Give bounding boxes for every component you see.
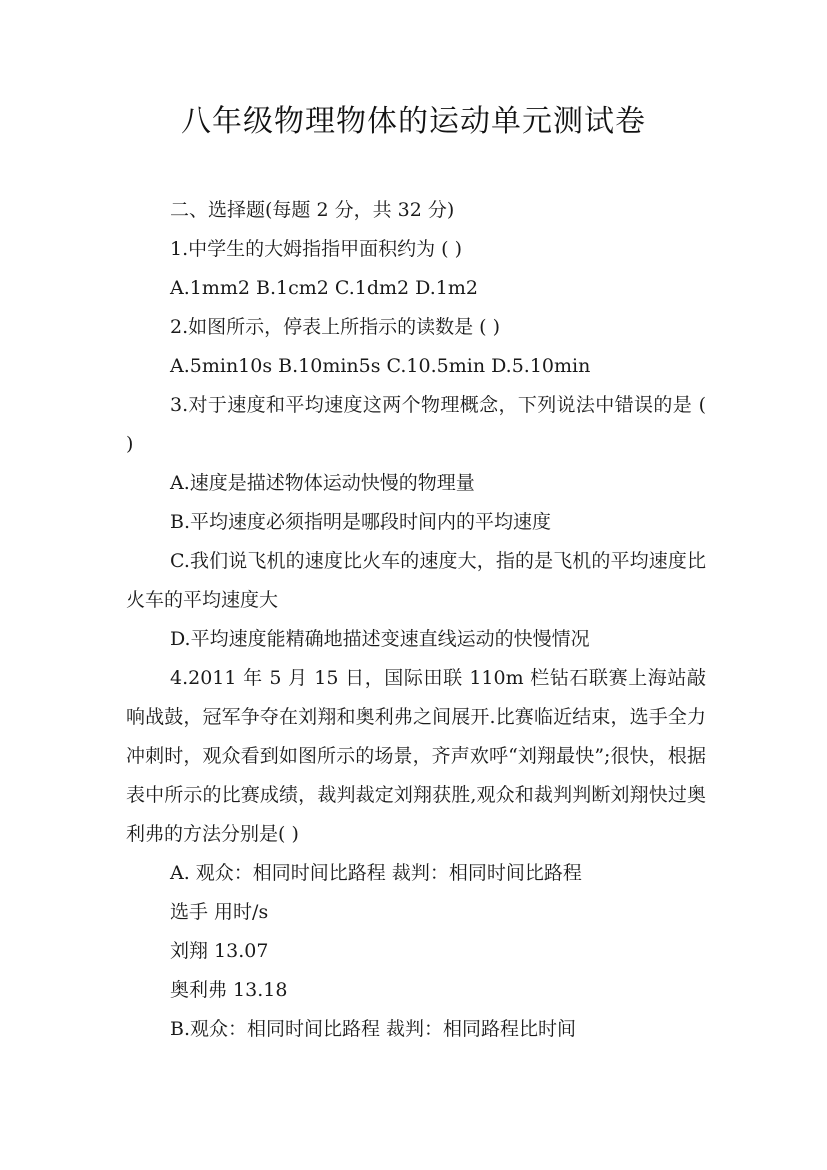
document-body — [126, 191, 713, 1049]
section-heading: 二、选择题(每题 2 分，共 32 分) — [170, 199, 455, 221]
question-1-options: A.1mm2 B.1cm2 C.1dm2 D.1m2 — [170, 277, 478, 299]
document-title: 八年级物理物体的运动单元测试卷 — [181, 104, 646, 139]
question-4-option-b: B.观众：相同时间比路程 裁判：相同路程比时间 — [170, 1018, 577, 1040]
question-4: 4.2011 年 5 月 15 日，国际田联 110m 栏钻石联赛上海站敲响战鼓，冠军争夺在刘翔和奥利弗之间展开.比赛临近结束，选手全力冲刺时，观众看到如图所示的场景，齐声欢呼“刘翔最快”;很快，根据表中所示的比赛成绩，裁判裁定刘翔获胜,观众和裁判判断刘翔快过奥利弗的方法分别是( ) — [126, 667, 706, 845]
question-3-option-b: B.平均速度必须指明是哪段时间内的平均速度 — [170, 511, 552, 533]
question-2-options: A.5min10s B.10min5s C.10.5min D.5.10min — [170, 355, 591, 377]
question-3: 3.对于速度和平均速度这两个物理概念，下列说法中错误的是 ( ) — [126, 394, 713, 455]
results-table-row: 奥利弗 13.18 — [170, 979, 288, 1001]
question-3-option-c: C.我们说飞机的速度比火车的速度大，指的是飞机的平均速度比火车的平均速度大 — [126, 550, 706, 611]
results-table-row: 刘翔 13.07 — [170, 940, 269, 962]
question-1: 1.中学生的大姆指指甲面积约为 ( ) — [170, 238, 463, 260]
question-2: 2.如图所示，停表上所指示的读数是 ( ) — [170, 316, 501, 338]
results-table-header: 选手 用时/s — [170, 901, 269, 923]
question-3-option-d: D.平均速度能精确地描述变速直线运动的快慢情况 — [170, 628, 590, 650]
question-4-option-a: A. 观众：相同时间比路程 裁判：相同时间比路程 — [170, 862, 582, 884]
question-3-option-a: A.速度是描述物体运动快慢的物理量 — [170, 472, 475, 494]
